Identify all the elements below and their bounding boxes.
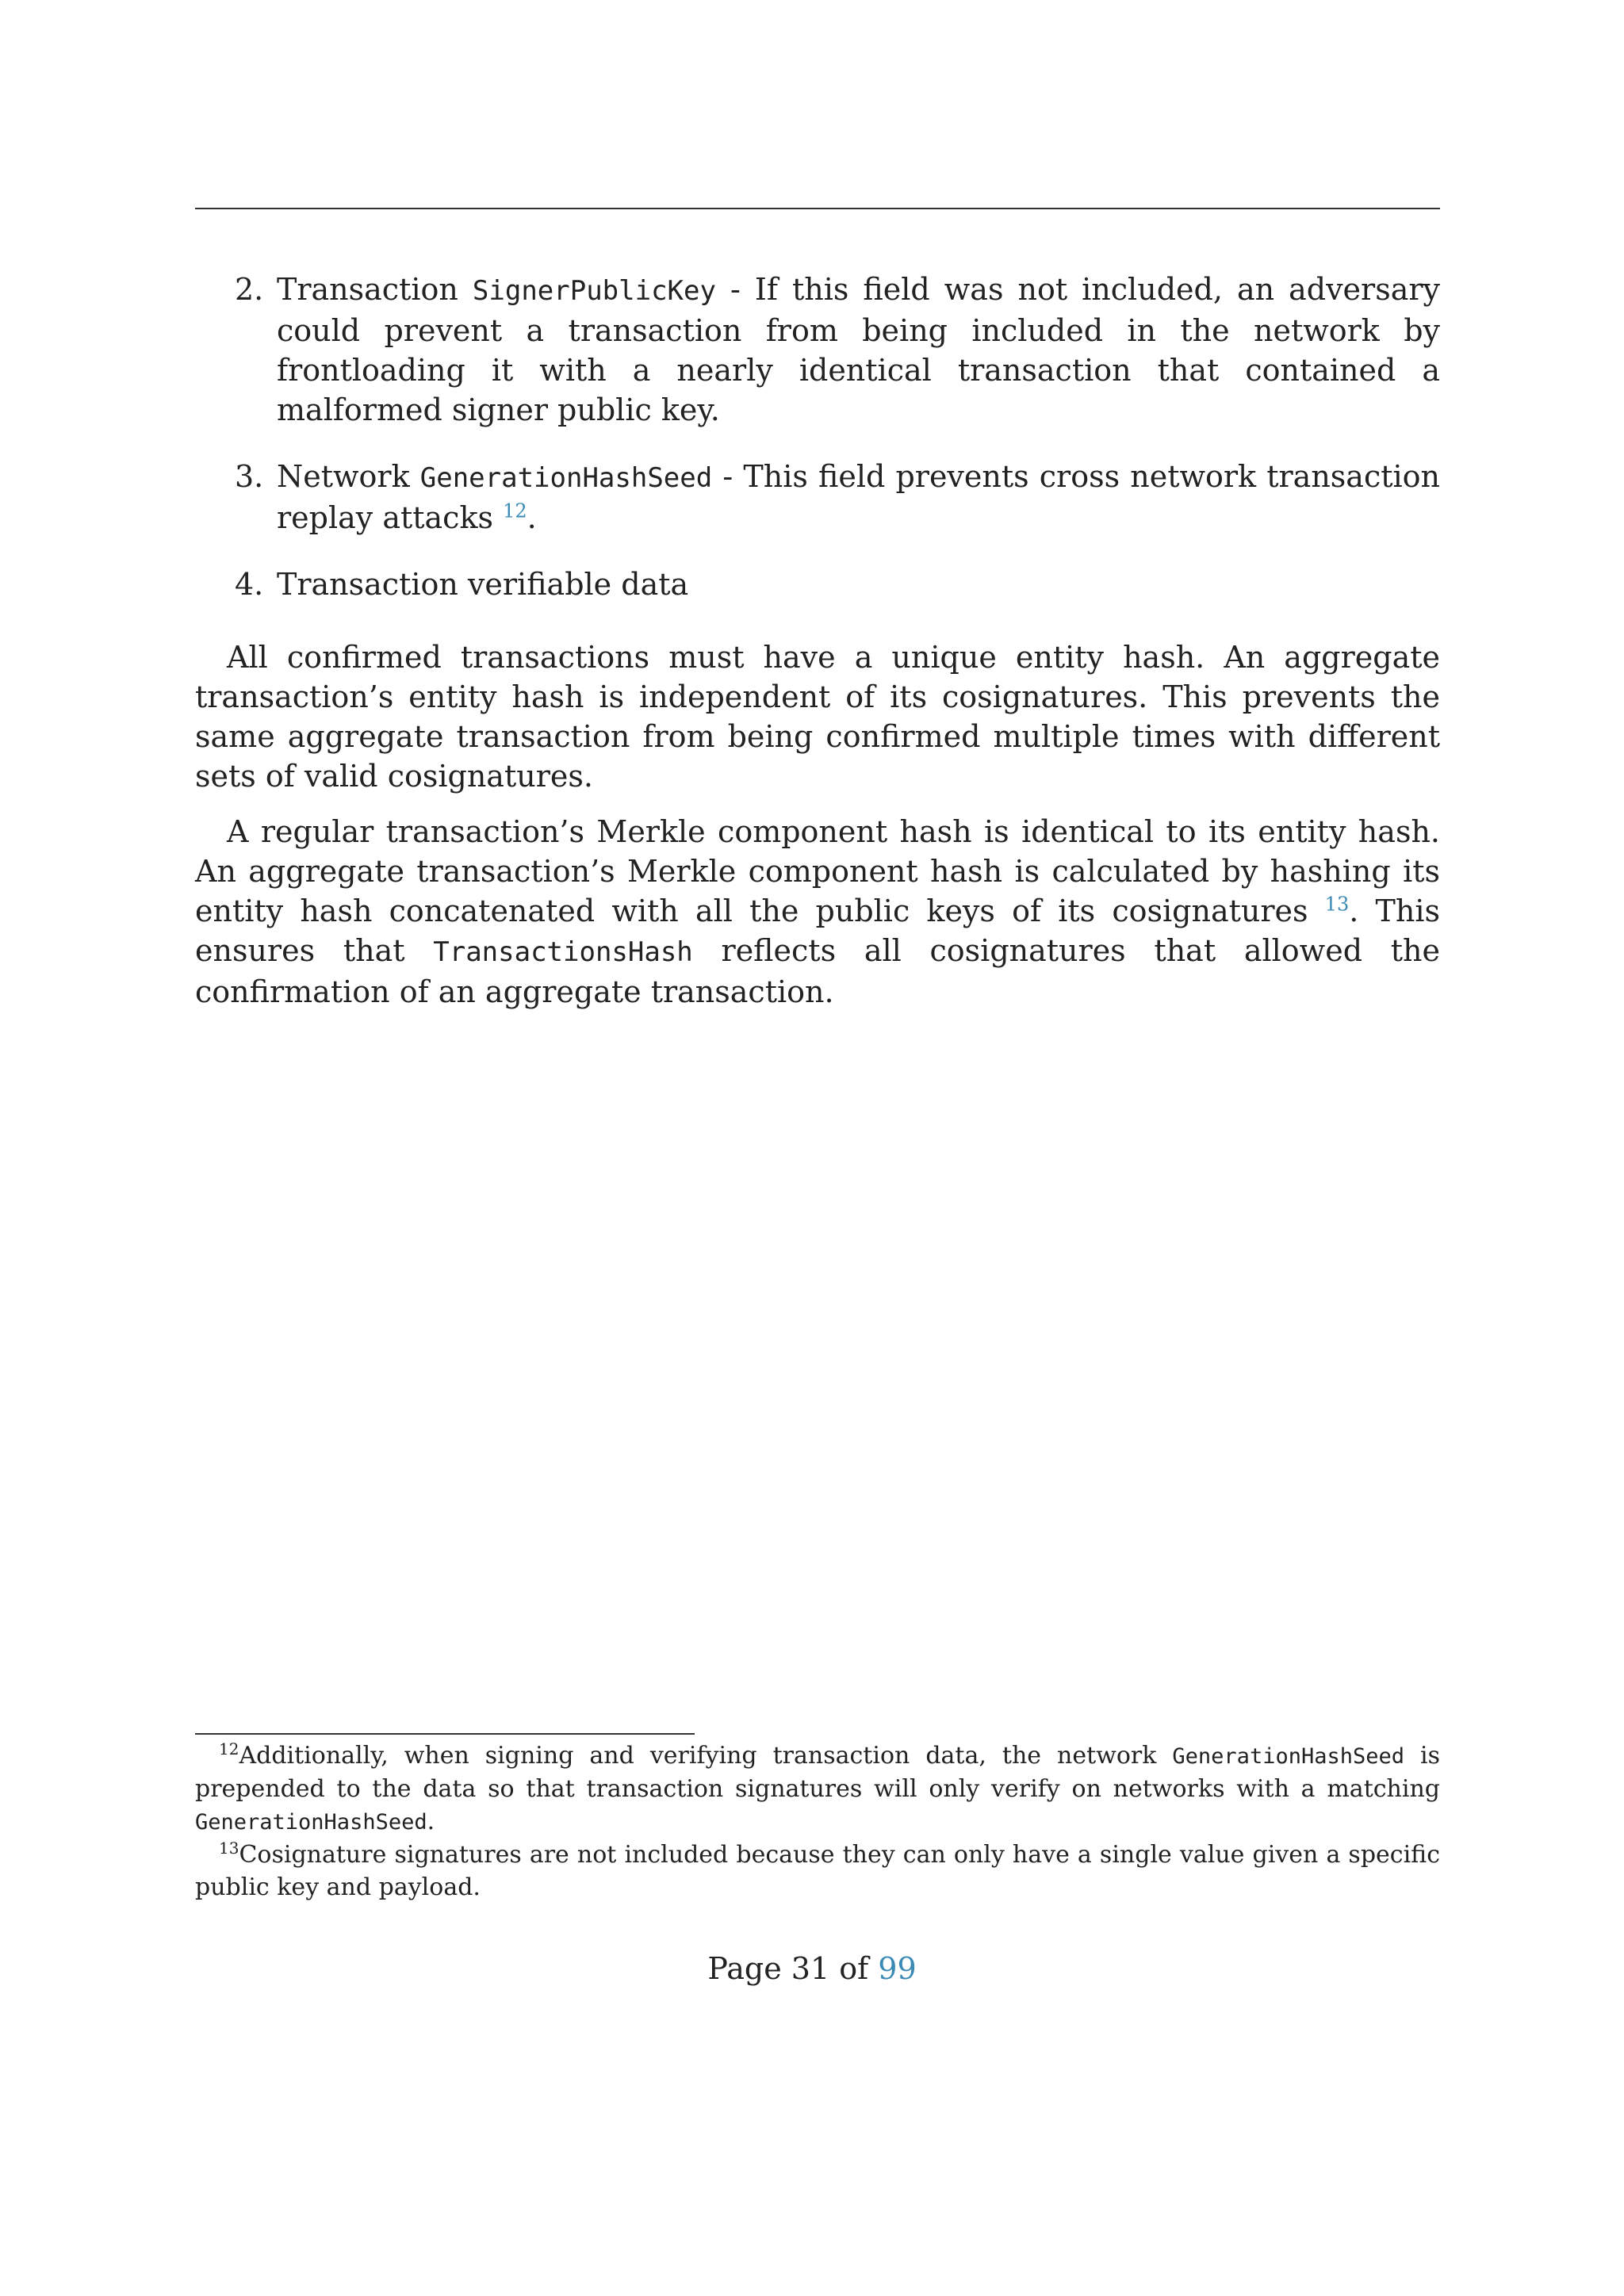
header-rule xyxy=(195,208,1440,209)
paragraph-text: A regular transaction’s Merkle component hash is identical to its entity hash. An aggregate transaction’s Merkle component hash is calculated by hashing its entity hash concatenated with all the public keys of its cosignatures xyxy=(195,814,1440,928)
list-item-number: 4. xyxy=(235,567,264,602)
page-number xyxy=(0,1949,1624,1988)
list-item-prefix: Network xyxy=(277,459,420,494)
total-pages-link[interactable]: 99 xyxy=(878,1951,917,1986)
footnote-text: . xyxy=(427,1808,435,1835)
list-item-text: Transaction verifiable data xyxy=(277,567,689,602)
code-signer-public-key: SignerPublicKey xyxy=(472,275,716,307)
code-transactions-hash: TransactionsHash xyxy=(433,936,693,968)
paragraph-entity-hash: All confirmed transactions must have a unique entity hash. An aggregate transaction’s entity hash is independent of its cosignatures. This prevents the same aggregate transaction from being confirmed multiple times with different sets of valid cosignatures. xyxy=(195,640,1440,794)
footnote-text: is prepended to the data so that transaction signatures will only verify on networks with a matching xyxy=(195,1742,1440,1803)
main-content xyxy=(195,270,1440,1027)
code-generation-hash-seed: GenerationHashSeed xyxy=(195,1810,427,1835)
list-item xyxy=(195,457,1440,538)
list-item-number: 2. xyxy=(235,272,264,307)
footnote-text: Additionally, when signing and verifying transaction data, the network xyxy=(239,1742,1173,1770)
footnotes xyxy=(195,1739,1440,1904)
paragraph-merkle-hash xyxy=(195,812,1440,1012)
list-item-prefix: Transaction xyxy=(277,272,473,307)
footnote-13 xyxy=(195,1839,1440,1904)
footnote-text: Cosignature signatures are not included because they can only have a single value given a specific public key and payload. xyxy=(195,1841,1440,1901)
page-of: of xyxy=(829,1951,879,1986)
paragraph-text: . This ensures that xyxy=(195,894,1440,968)
footnote-mark: 13 xyxy=(219,1839,239,1858)
footnote-ref-13-link[interactable]: 13 xyxy=(1324,893,1350,916)
footnote-rule xyxy=(195,1733,695,1735)
list-item-text: - This field prevents cross network transaction replay attacks xyxy=(277,459,1441,535)
list-item-text: - If this field was not included, an adversary could prevent a transaction from being included in the network by frontloading it with a nearly identical transaction that contained a malformed signer public key. xyxy=(277,272,1441,427)
footnote-ref-12-link[interactable]: 12 xyxy=(503,499,527,522)
list-item xyxy=(195,564,1440,604)
list-item-suffix: . xyxy=(527,500,537,535)
footnote-mark: 12 xyxy=(219,1739,239,1758)
numbered-list xyxy=(195,270,1440,604)
footnote-12 xyxy=(195,1739,1440,1839)
list-item-number: 3. xyxy=(235,459,264,494)
list-item xyxy=(195,270,1440,430)
paragraph-text: reflects all cosignatures that allowed the confirmation of an aggregate transaction. xyxy=(195,933,1441,1009)
page-label: Page xyxy=(707,1951,791,1986)
current-page: 31 xyxy=(791,1951,830,1986)
code-generation-hash-seed: GenerationHashSeed xyxy=(1172,1744,1405,1769)
code-generation-hash-seed: GenerationHashSeed xyxy=(419,462,713,494)
